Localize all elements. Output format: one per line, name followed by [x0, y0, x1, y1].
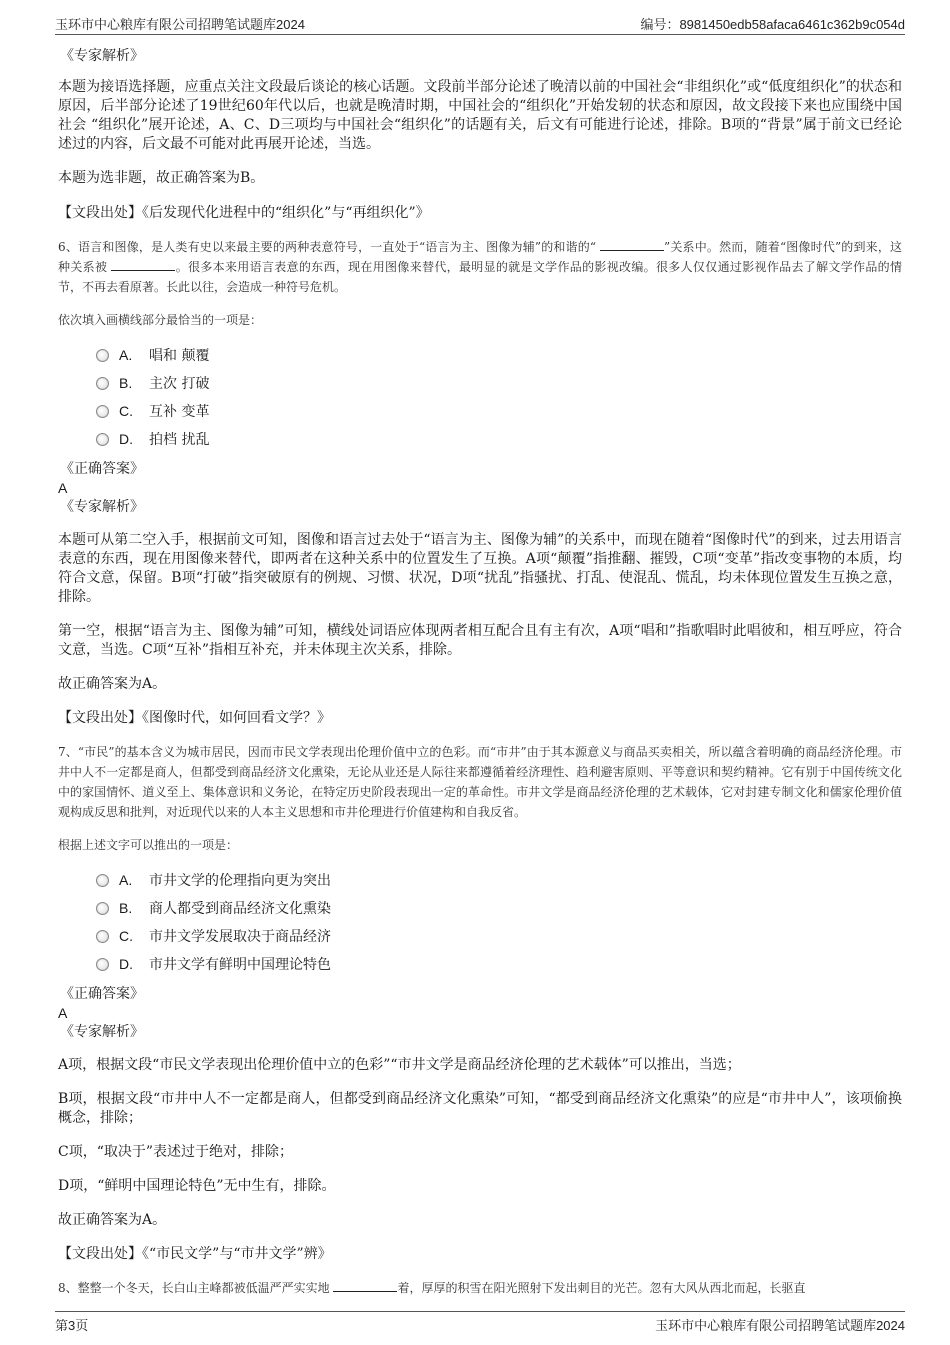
- q7-option-c[interactable]: [96, 922, 902, 950]
- q8-blank-1: [333, 1279, 397, 1292]
- header-rule: [55, 34, 905, 35]
- option-text: 互补 变革: [149, 404, 210, 420]
- q6-prompt: 依次填入画横线部分最恰当的一项是：: [58, 313, 263, 327]
- page-footer: [55, 1315, 905, 1334]
- q8-text-b: 着，厚厚的积雪在阳光照射下发出刺目的光芒。忽有大风从西北而起，长驱直: [397, 1281, 806, 1295]
- option-text: 主次 打破: [149, 376, 210, 392]
- page-content: [58, 46, 902, 1298]
- q8-text-a: 8、整整一个冬天，长白山主峰都被低温严严实实地: [58, 1281, 334, 1295]
- q6-analysis-para2: 第一空，根据“语言为主、图像为辅”可知，横线处词语应体现两者相互配合且有主有次，A项“唱和”指歌唱时此唱彼和，相互呼应，符合文意，当选。C项“互补”指相互补充，并未体现主次关系，排除。: [58, 623, 902, 658]
- radio-icon[interactable]: [96, 349, 109, 362]
- q6-options: [58, 341, 902, 453]
- q5-analysis-para2: 本题为选非题，故正确答案为B。: [58, 170, 265, 186]
- page-number: 第3页: [55, 1318, 89, 1333]
- q7-answer: A: [58, 1005, 68, 1021]
- q5-source: 【文段出处】《后发现代化进程中的“组织化”与“再组织化”》: [58, 205, 430, 221]
- q6-analysis-para1: 本题可从第二空入手，根据前文可知，图像和语言过去处于“语言为主、图像为辅”的关系中，而现在随着“图像时代”的到来，过去用语言表意的东西，现在用图像来替代，即两者在这种关系中的位置发生了互换。A项“颠覆”指推翻、摧毁，C项“变革”指改变事物的本质，均符合文意，保留。B项“打破”指突破原有的例规、习惯、状况，D项“扰乱”指骚扰、打乱、使混乱、慌乱，均未体现位置发生互换之意，排除。: [58, 532, 902, 605]
- q7-option-b[interactable]: [96, 894, 902, 922]
- option-letter: D.: [119, 431, 133, 447]
- q5-analysis-para1: 本题为接语选择题，应重点关注文段最后谈论的核心话题。文段前半部分论述了晚清以前的中国社会“非组织化”或“低度组织化”的状态和原因，后半部分论述了19世纪60年代以后，也就是晚清时期，中国社会的“组织化”开始发轫的状态和原因，故文段接下来也应围绕中国社会 “组织化”展开论述，A、C、D三项均与中国社会“组织化”的话题有关，后文有可能进行论述，排除。B项的“背景”属于前文已经论述过的内容，后文最不可能对此再展开论述，当选。: [58, 79, 902, 152]
- footer-title: 玉环市中心粮库有限公司招聘笔试题库2024: [655, 1318, 905, 1333]
- option-text: 拍档 扰乱: [149, 432, 210, 448]
- option-letter: B.: [119, 375, 133, 391]
- q7-answer-label: 《正确答案》: [60, 986, 144, 1002]
- q7-options: [58, 866, 902, 978]
- q6-analysis-label: 《专家解析》: [60, 499, 144, 515]
- q6-option-c[interactable]: [96, 397, 902, 425]
- q6-option-a[interactable]: [96, 341, 902, 369]
- header-title: 玉环市中心粮库有限公司招聘笔试题库2024: [55, 17, 305, 32]
- radio-icon[interactable]: [96, 377, 109, 390]
- q6-answer-label: 《正确答案》: [60, 461, 144, 477]
- q7-question: 7、“市民”的基本含义为城市居民，因而市民文学表现出伦理价值中立的色彩。而“市井”由于其本源意义与商品买卖相关，所以蕴含着明确的商品经济伦理。市井中人不一定都是商人，但都受到商品经济文化熏染，无论从业还是人际往来都遵循着经济理性、趋利避害原则、平等意识和契约精神。它有别于中国传统文化中的家国情怀、道义至上、集体意识和义务论，在特定历史阶段表现出一定的革命性。市井文学是商品经济伦理的艺术载体，它对封建专制文化和儒家伦理价值观构成反思和批判，对近现代以来的人本主义思想和市井伦理进行价值建构和自我反省。: [58, 745, 902, 819]
- radio-icon[interactable]: [96, 405, 109, 418]
- q7-analysis-para1: A项，根据文段“市民文学表现出伦理价值中立的色彩”“市井文学是商品经济伦理的艺术载体”可以推出，当选；: [58, 1057, 741, 1073]
- option-letter: A.: [119, 347, 133, 363]
- q7-option-a[interactable]: [96, 866, 902, 894]
- option-letter: C.: [119, 403, 133, 419]
- q6-blank-2: [111, 258, 175, 271]
- q6-answer: A: [58, 480, 68, 496]
- q7-analysis-para3: C项，“取决于”表述过于绝对，排除；: [58, 1144, 294, 1160]
- option-text: 商人都受到商品经济文化熏染: [149, 901, 331, 917]
- radio-icon[interactable]: [96, 902, 109, 915]
- q5-analysis-label: 《专家解析》: [60, 48, 144, 64]
- q6-source: 【文段出处】《图像时代，如何回看文学？》: [58, 710, 331, 726]
- footer-rule: [55, 1311, 905, 1312]
- q7-analysis-para2: B项，根据文段“市井中人不一定都是商人，但都受到商品经济文化熏染”可知，“都受到商品经济文化熏染”的应是“市井中人”，该项偷换概念，排除；: [58, 1091, 902, 1126]
- q6-analysis-para3: 故正确答案为A。: [58, 676, 167, 692]
- q7-prompt: 根据上述文字可以推出的一项是：: [58, 838, 239, 852]
- q6-option-d[interactable]: [96, 425, 902, 453]
- q7-analysis-label: 《专家解析》: [60, 1024, 144, 1040]
- option-text: 市井文学有鲜明中国理论特色: [149, 957, 331, 973]
- option-text: 市井文学的伦理指向更为突出: [149, 873, 331, 889]
- q7-analysis-para4: D项，“鲜明中国理论特色”无中生有，排除。: [58, 1178, 336, 1194]
- q6-option-b[interactable]: [96, 369, 902, 397]
- option-letter: B.: [119, 900, 133, 916]
- q7-source: 【文段出处】《“市民文学”与“市井文学”辨》: [58, 1246, 332, 1262]
- radio-icon[interactable]: [96, 930, 109, 943]
- option-letter: A.: [119, 872, 133, 888]
- q6-text-c: 。很多本来用语言表意的东西，现在用图像来替代，最明显的就是文学作品的影视改编。很多人仅仅通过影视作品去了解文学作品的情节，不再去看原著。长此以往，会造成一种符号危机。: [58, 260, 902, 294]
- radio-icon[interactable]: [96, 874, 109, 887]
- page-header: [55, 14, 905, 33]
- q6-text-a: 6、语言和图像，是人类有史以来最主要的两种表意符号，一直处于“语言为主、图像为辅”的和谐的“: [58, 240, 601, 254]
- option-text: 唱和 颠覆: [149, 348, 210, 364]
- header-serial: 编号：8981450edb58afaca6461c362b9c054d: [640, 17, 905, 32]
- option-letter: D.: [119, 956, 133, 972]
- q7-option-d[interactable]: [96, 950, 902, 978]
- option-letter: C.: [119, 928, 133, 944]
- q7-analysis-para5: 故正确答案为A。: [58, 1212, 167, 1228]
- radio-icon[interactable]: [96, 433, 109, 446]
- q6-blank-1: [600, 238, 664, 251]
- option-text: 市井文学发展取决于商品经济: [149, 929, 331, 945]
- q8-question: [58, 1278, 902, 1298]
- q6-text-b: ”关系中。然而，随着“图像时代”的到来，这种关系被: [58, 240, 903, 274]
- radio-icon[interactable]: [96, 958, 109, 971]
- q6-question: [58, 237, 902, 297]
